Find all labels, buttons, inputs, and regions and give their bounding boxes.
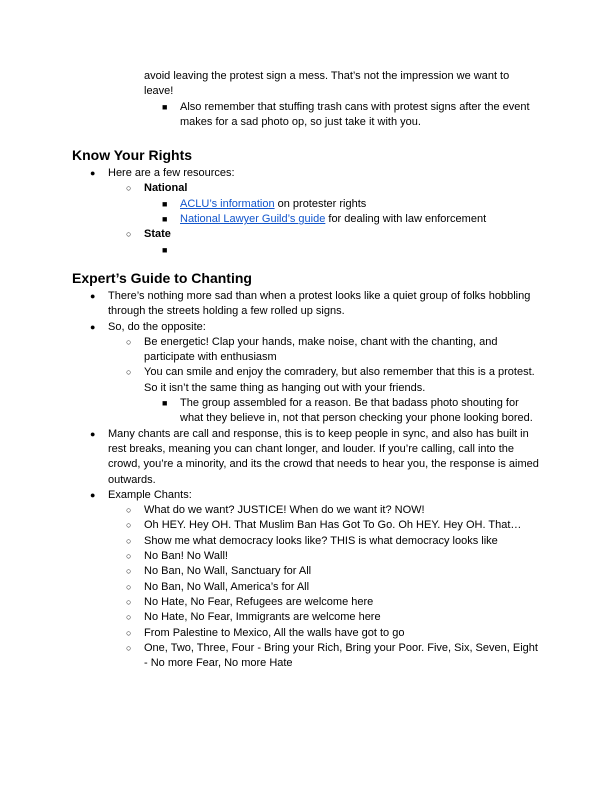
bullet-disc-icon: ● — [90, 428, 96, 439]
bullet-square-icon: ■ — [162, 244, 168, 255]
list-item — [72, 518, 540, 533]
list-item — [72, 181, 540, 196]
list-item — [72, 549, 540, 564]
list-item — [72, 320, 540, 335]
list-item-text: National — [144, 182, 188, 195]
list-item-text: Be energetic! Clap your hands, make noise, chant with the chanting, and participate with enthusiasm — [144, 335, 498, 364]
bullet-square-icon: ■ — [162, 101, 168, 112]
bullet-disc-icon: ● — [90, 489, 96, 500]
bullet-square-icon: ■ — [162, 398, 168, 409]
list-item — [72, 396, 540, 427]
link-suffix-text: on protester rights — [274, 197, 367, 210]
list-item — [72, 212, 540, 227]
bullet-circle-icon: ○ — [126, 520, 132, 531]
list-item-text — [180, 212, 540, 227]
list-item-text: Many chants are call and response, this is to keep people in sync, and also has built in rest breaks, meaning you can chant longer, and louder. If you’re calling, call into the crowd, you’re a minority, and its the crowd that needs to hear you, the response is aimed outwards. — [108, 427, 539, 486]
carryover-paragraph: avoid leaving the protest sign a mess. That’s not the impression we want to leave! — [144, 70, 510, 98]
list-item-text: Here are a few resources: — [108, 167, 235, 180]
bullet-circle-icon: ○ — [126, 229, 132, 240]
list-item-text: What do we want? JUSTICE! When do we want it? NOW! — [144, 504, 425, 517]
list-item — [72, 488, 540, 503]
bullet-circle-icon: ○ — [126, 627, 132, 638]
bullet-square-icon: ■ — [162, 214, 168, 225]
list-item-text: No Hate, No Fear, Refugees are welcome here — [144, 595, 374, 608]
list-item-text: From Palestine to Mexico, All the walls have got to go — [144, 626, 405, 639]
list-item-text: Show me what democracy looks like? THIS is what democracy looks like — [144, 534, 498, 547]
bullet-circle-icon: ○ — [126, 581, 132, 592]
bullet-circle-icon: ○ — [126, 551, 132, 562]
national-lawyer-guild-guide-link[interactable]: National Lawyer Guild’s guide — [180, 213, 326, 226]
list-item-text: No Ban, No Wall, America’s for All — [144, 580, 310, 593]
bullet-square-icon: ■ — [162, 198, 168, 209]
list-item — [72, 100, 540, 131]
list-item — [72, 626, 540, 641]
list-item-text: No Ban, No Wall, Sanctuary for All — [144, 565, 312, 578]
bullet-circle-icon: ○ — [126, 505, 132, 516]
bullet-circle-icon: ○ — [126, 596, 132, 607]
list-item-text — [180, 243, 540, 258]
bullet-circle-icon: ○ — [126, 183, 132, 194]
list-item-text: You can smile and enjoy the comradery, but also remember that this is a protest. So it isn’t the same thing as hanging out with your friends. — [144, 366, 535, 394]
aclu-information-link[interactable]: ACLU’s information — [180, 197, 275, 210]
list-item-text — [180, 197, 540, 212]
list-item — [72, 227, 540, 242]
bullet-circle-icon: ○ — [126, 367, 132, 378]
list-item — [72, 595, 540, 610]
list-item — [72, 335, 540, 366]
bullet-disc-icon: ● — [90, 168, 96, 179]
bullet-disc-icon: ● — [90, 321, 96, 332]
bullet-circle-icon: ○ — [126, 336, 132, 347]
list-item — [72, 503, 540, 518]
bullet-disc-icon: ● — [90, 290, 96, 301]
bullet-circle-icon: ○ — [126, 566, 132, 577]
list-item-text: There’s nothing more sad than when a protest looks like a quiet group of folks hobbling through the streets holding a few rolled up signs. — [108, 289, 531, 318]
list-item — [72, 641, 540, 672]
list-item-text: Oh HEY. Hey OH. That Muslim Ban Has Got To Go. Oh HEY. Hey OH. That… — [144, 519, 522, 532]
list-item-empty — [72, 243, 540, 258]
list-item — [72, 534, 540, 549]
list-item-text: Also remember that stuffing trash cans with protest signs after the event makes for a sad photo op, so just take it with you. — [180, 100, 530, 128]
section-heading-experts-guide-to-chanting: Expert’s Guide to Chanting — [72, 269, 252, 286]
list-item-text: No Hate, No Fear, Immigrants are welcome here — [144, 611, 381, 624]
list-item-text: State — [144, 228, 171, 241]
list-item-text: Example Chants: — [108, 488, 192, 501]
section-heading-know-your-rights: Know Your Rights — [72, 147, 193, 164]
link-suffix-text: for dealing with law enforcement — [325, 213, 487, 226]
bullet-circle-icon: ○ — [126, 612, 132, 623]
list-item — [72, 427, 540, 488]
list-item-text: So, do the opposite: — [108, 320, 206, 333]
list-item — [72, 289, 540, 320]
list-item-text: The group assembled for a reason. Be that badass photo shouting for what they believe in, not that person checking your phone looking bored. — [180, 397, 533, 425]
list-item — [72, 580, 540, 595]
list-item — [72, 365, 540, 396]
list-item — [72, 610, 540, 625]
list-item — [72, 166, 540, 181]
list-item-text: No Ban! No Wall! — [144, 550, 228, 563]
list-item — [72, 197, 540, 212]
list-item-text: One, Two, Three, Four - Bring your Rich, Bring your Poor. Five, Six, Seven, Eight - No more Fear, No more Hate — [144, 641, 538, 670]
bullet-circle-icon: ○ — [126, 535, 132, 546]
list-item — [72, 564, 540, 579]
bullet-circle-icon: ○ — [126, 642, 132, 653]
